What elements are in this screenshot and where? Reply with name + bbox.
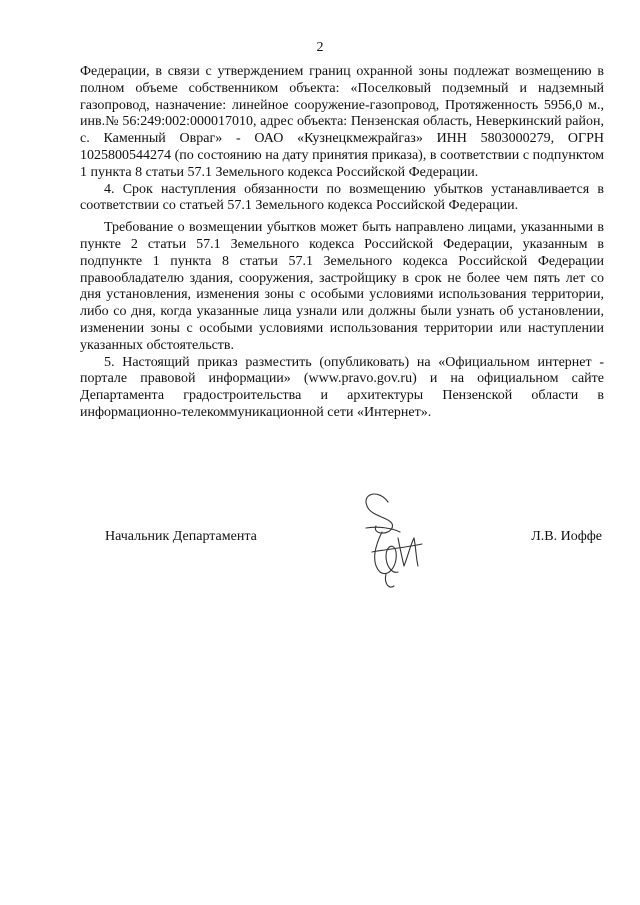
signatory-name: Л.В. Иоффе [531, 529, 602, 544]
handwritten-signature-icon [352, 482, 442, 602]
paragraph-item-5: 5. Настоящий приказ разместить (опубликовать) на «Официальном интернет - портале правовой информации» (www.pravo.gov.ru) и на официальном сайте Департамента градостроительства и архитектуры Пензенской области в информационно-телекоммуникационной сети «Интернет». [80, 354, 604, 420]
paragraph-item-4: 4. Срок наступления обязанности по возмещению убытков устанавливается в соответствии со статьей 57.1 Земельного кодекса Российской Федерации. [80, 181, 604, 214]
document-body [80, 64, 604, 422]
paragraph-claim-requirement: Требование о возмещении убытков может быть направлено лицами, указанными в пункте 2 статьи 57.1 Земельного кодекса Российской Федерации, указанным в подпункте 1 пункта 8 статьи 57.1 Земельного кодекса Российской Федерации правообладателю здания, сооружения, застройщику в срок не более чем пять лет со дня установления, изменения зоны с особыми условиями использования территории, либо со дня, когда указанные лица узнали или должны были узнать об установлении, изменении зоны с особыми условиями использования территории или наступлении указанных обстоятельств. [80, 220, 604, 353]
page-number: 2 [316, 40, 324, 55]
signatory-title: Начальник Департамента [105, 529, 257, 544]
paragraph-continuation: Федерации, в связи с утверждением границ охранной зоны подлежат возмещению в полном объеме собственником объекта: «Поселковый подземный и надземный газопровод, назначение: линейное сооружение-газопровод, Протяженность 5956,0 м., инв.№ 56:249:002:000017010, адрес объекта: Пензенская область, Неверкинский район, с. Каменный Овраг» - ОАО «Кузнецкмежрайгаз» ИНН 5803000279, ОГРН 1025800544274 (по состоянию на дату принятия приказа), в соответствии с подпунктом 1 пункта 8 статьи 57.1 Земельного кодекса Российской Федерации. [80, 64, 604, 180]
